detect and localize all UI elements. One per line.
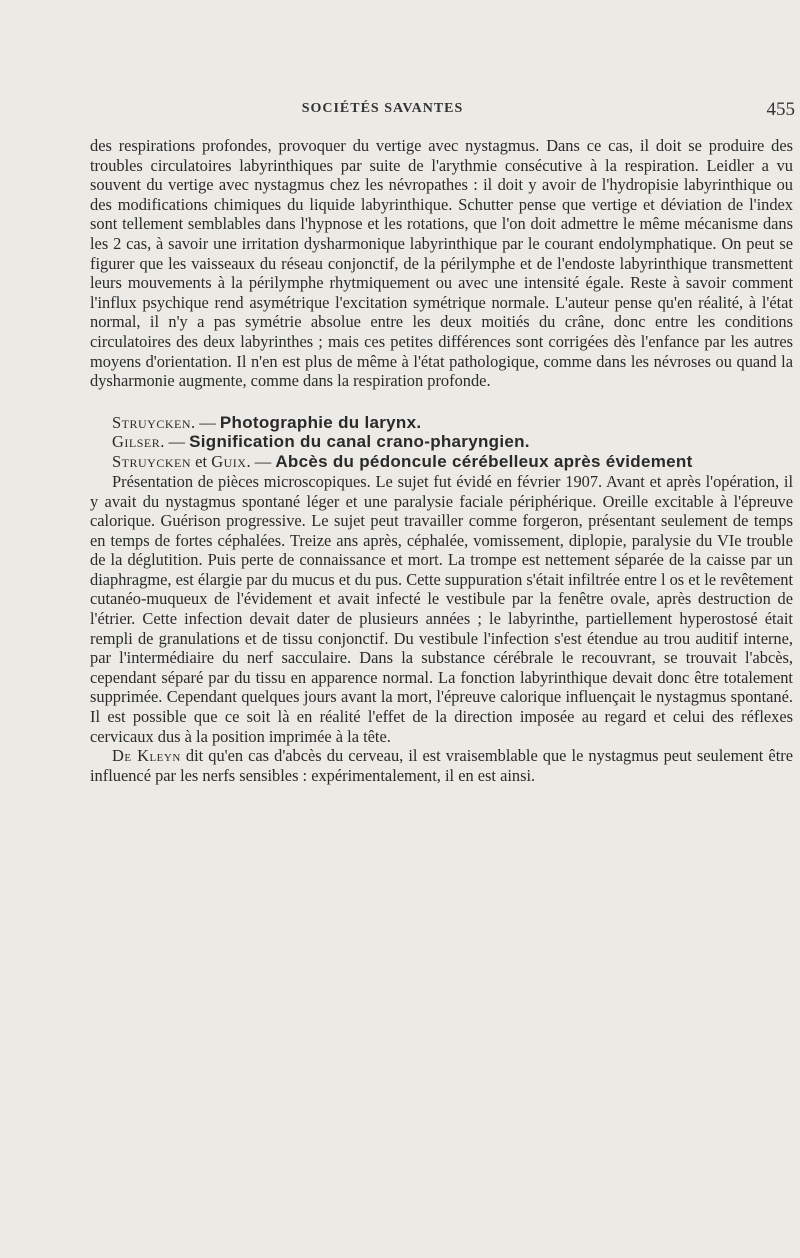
entry-title: Photographie du larynx. [219, 412, 422, 432]
entry-title: Signification du canal crano-pharyngien. [189, 432, 530, 452]
entry-separator: . — [191, 412, 220, 432]
entry-abces-pedoncule [90, 452, 793, 472]
paragraph-case: Présentation de pièces microscopiques. Le sujet fut évidé en février 1907. Avant et après l'opération, il y avait du nystagmus spontané léger et une paralysie faciale périphérique. Oreille excitable à l'épreuve calorique. Guérison progressive. Le sujet peut travailler comme forgeron, présentant seulement de temps en temps de fortes céphalées. Treize ans après, céphalée, vomissement, diplopie, paralysie du VIe trouble de la déglutition. Puis perte de connaissance et mort. La trompe est nettement séparée de la caisse par un diaphragme, est élargie par du mucus et du pus. Cette suppuration s'était infiltrée entre l os et le revêtement cutanéo-muqueux de l'évidement et avait infecté le vestibule par la fenêtre ovale, après destruction de l'étrier. Cette infection devait dater de plusieurs années ; le labyrinthe, partiellement hyperostosé était rempli de granulations et de tissu conjonctif. Du vestibule l'infection s'est étendue au trou auditif interne, par l'intermédiaire du nerf sacculaire. Dans la substance cérébrale le recouvrant, se trouvait l'abcès, cependant séparé par du tissu en apparence normal. La fonction labyrinthique devait donc être totalement supprimée. Cependant quelques jours avant la mort, l'épreuve calorique influençait le nystagmus spontané. Il est possible que ce soit là en réalité l'effet de la direction imposée au regard et celui des réflexes cervicaux dus à la position imprimée à la tête. [90, 471, 793, 746]
entry-title: Abcès du pédoncule cérébelleux après évidement [275, 451, 693, 471]
entry-author: Struycken [112, 412, 192, 432]
page-number: 455 [766, 99, 795, 120]
running-head: SOCIÉTÉS SAVANTES [301, 101, 464, 116]
body-text [90, 136, 793, 785]
entry-conjunction: et [191, 451, 212, 471]
entry-photographie-larynx [90, 413, 793, 433]
entry-author: Gilser [112, 432, 161, 452]
entry-author: Guix [211, 451, 247, 471]
entry-canal-crano-pharyngien [90, 432, 793, 452]
entry-separator: . — [160, 432, 190, 452]
paragraph-closing [90, 746, 793, 785]
paragraph-intro: des respirations profondes, provoquer du vertige avec nystagmus. Dans ce cas, il doit se produire des troubles circulatoires labyrinthiques par suite de l'arythmie consécutive à la respiration. Leidler a vu souvent du vertige avec nystagmus chez les névropathes : il doit y avoir de l'hydropisie labyrinthique ou des modifications chimiques du liquide labyrinthique. Schutter pense que vertige et déviation de l'index sont tellement semblables dans l'hypnose et les rotations, que l'on doit admettre le même mécanisme dans les 2 cas, à savoir une irritation dysharmonique labyrinthique par le courant endolymphatique. On peut se figurer que les vaisseaux du réseau conjonctif, de la périlymphe et de l'endoste labyrinthique transmettent leurs mouvements à la périlymphe rhytmiquement ou avec une intensité égale. Reste à savoir comment l'influx psychique rend asymétrique l'excitation symétrique normale. L'auteur pense qu'en réalité, à l'état normal, il n'y a pas symétrie absolue entre les deux moitiés du crâne, donc entre les conditions circulatoires des deux labyrinthes ; mais ces petites différences sont corrigées dès l'enfance par les autres moyens d'orientation. Il n'en est plus de même à l'état pathologique, comme dans les névroses ou quand la dysharmonie augmente, comme dans la respiration profonde. [90, 136, 793, 391]
page-header [90, 101, 795, 125]
closing-author: De Kleyn [112, 746, 181, 766]
entry-author: Struycken [112, 451, 192, 471]
closing-text: dit qu'en cas d'abcès du cerveau, il est vraisemblable que le nystagmus peut seulement être influencé par les nerfs sensibles : expérimentalement, il en est ainsi. [90, 746, 793, 785]
entry-separator: . — [246, 451, 276, 471]
